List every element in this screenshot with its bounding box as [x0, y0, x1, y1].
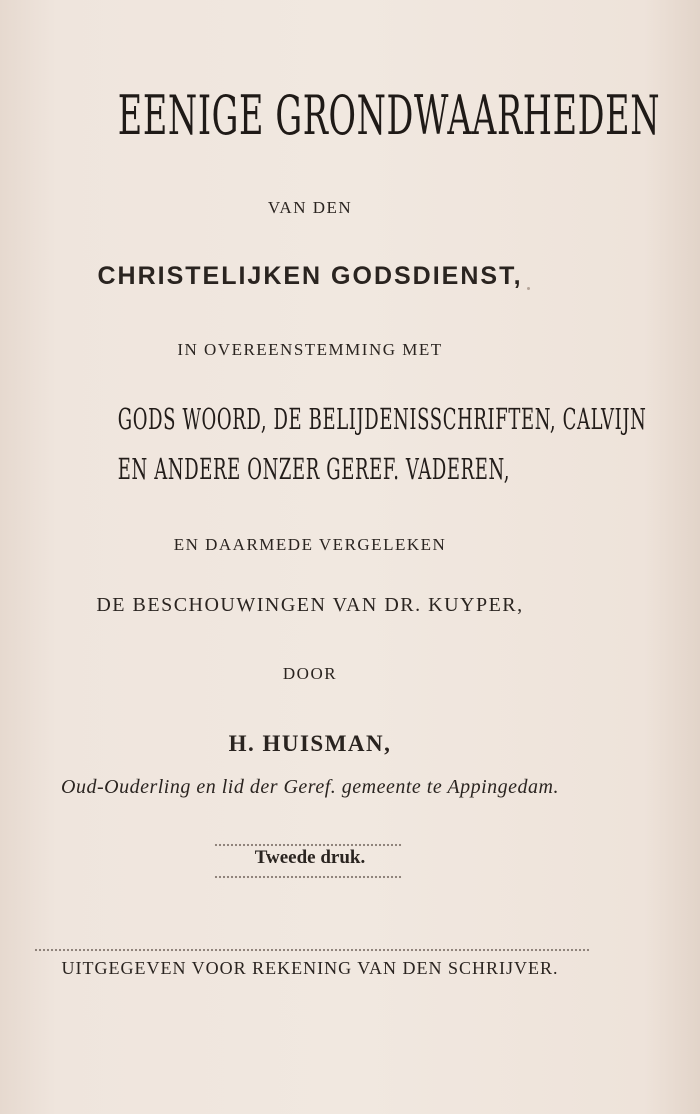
- subtitle-beschouwingen: DE BESCHOUWINGEN VAN DR. KUYPER,: [96, 594, 524, 616]
- subtitle-gods-woord: GODS WOORD, DE BELIJDENISSCHRIFTEN, CALVIJN: [117, 402, 647, 436]
- edition-label: Tweede druk.: [254, 847, 366, 868]
- paper-speck: [527, 287, 530, 290]
- publisher-line: UITGEGEVEN VOOR REKENING VAN DEN SCHRIJVER.: [61, 958, 559, 978]
- subtitle-in-overeenstemming: IN OVEREENSTEMMING MET: [177, 340, 443, 359]
- author-name: H. HUISMAN,: [228, 731, 392, 756]
- subtitle-daarmede: EN DAARMEDE VERGELEKEN: [173, 535, 447, 554]
- subtitle-christelijken: CHRISTELIJKEN GODSDIENST,: [97, 262, 523, 290]
- subtitle-van-den: VAN DEN: [267, 198, 353, 217]
- author-affiliation: Oud-Ouderling en lid der Geref. gemeente te Appingedam.: [61, 776, 559, 798]
- ornamental-rule-bottom: [214, 875, 402, 879]
- book-title: EENIGE GRONDWAARHEDEN: [117, 84, 661, 147]
- by-line-door: DOOR: [282, 664, 338, 683]
- ornamental-rule-publisher: [34, 948, 590, 952]
- subtitle-andere-vaderen: EN ANDERE ONZER GEREF. VADEREN,: [117, 452, 511, 486]
